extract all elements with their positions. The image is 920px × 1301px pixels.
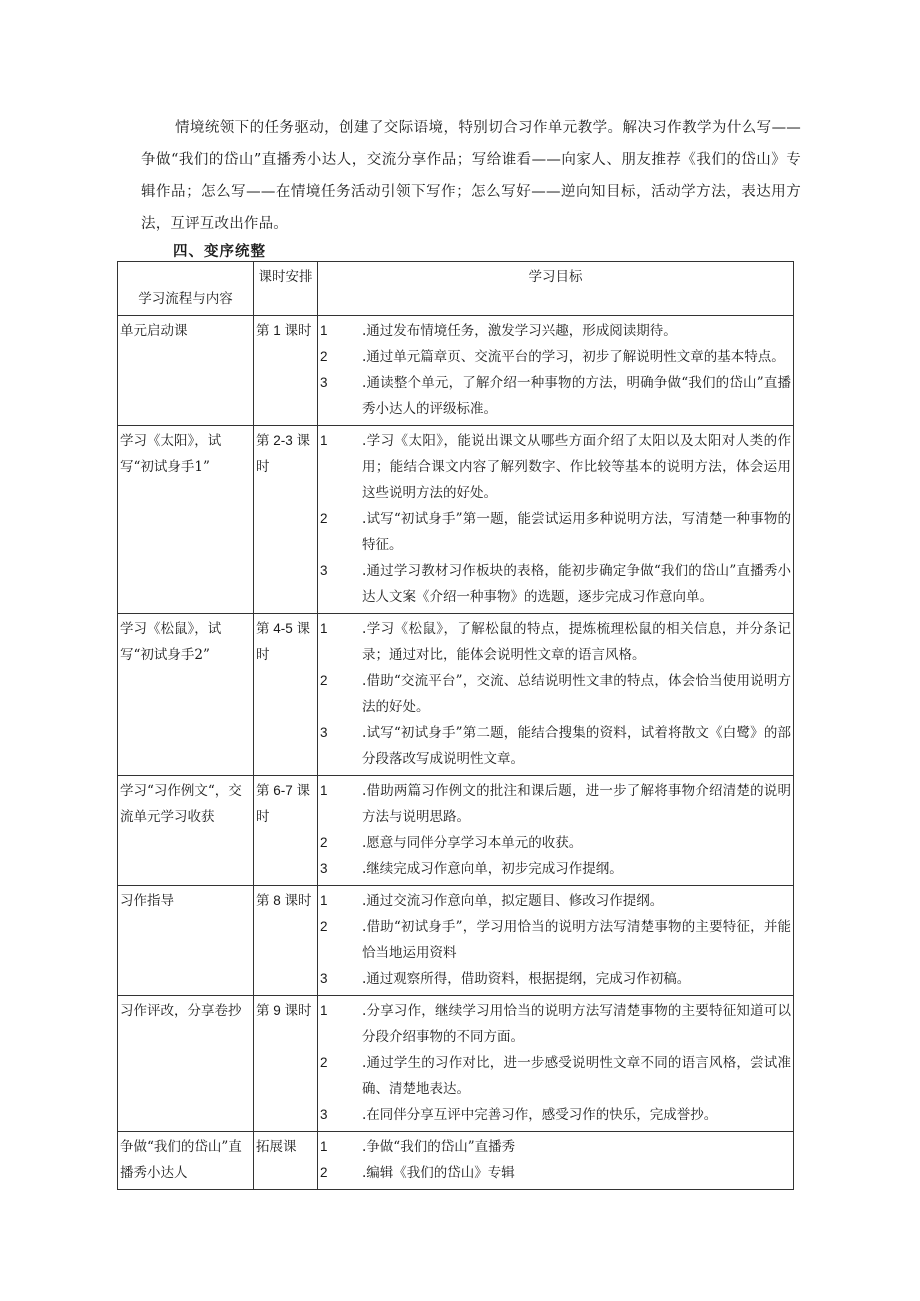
goal-item: [320, 720, 791, 772]
goal-text: .学习《松鼠》，了解松鼠的特点，提炼梳理松鼠的相关信息，并分条记录；通过对比，能体会说明性文章的语言风格。: [362, 621, 791, 663]
goal-text: .分享习作，继续学习用恰当的说明方法写清楚事物的主要特征知道可以分段介绍事物的不同方面。: [362, 1003, 791, 1045]
goal-text: .借助两篇习作例文的批注和课后题，进一步了解将事物介绍清楚的说明方法与说明思路。: [362, 783, 791, 825]
goal-number: 1: [320, 1003, 328, 1018]
goal-number: 2: [320, 919, 328, 934]
goal-item: [320, 1102, 791, 1128]
table-body: [118, 316, 794, 1190]
goal-number: 1: [320, 1139, 328, 1154]
goals-cell: [318, 316, 794, 426]
goal-item: [320, 318, 791, 344]
goal-item: [320, 506, 791, 558]
goal-number: 3: [320, 563, 328, 578]
goal-number: 2: [320, 1165, 328, 1180]
goal-text: .借助“交流平台”，交流、总结说明性文聿的特点，体会恰当使用说明方法的好处。: [362, 673, 791, 715]
goal-number: 2: [320, 1055, 328, 1070]
lesson-cell: 第 9 课时: [254, 996, 318, 1132]
process-cell: 习作评改，分享卷抄: [118, 996, 254, 1132]
table-row: [118, 426, 794, 614]
goal-text: .通过交流习作意向单，拟定题目、修改习作提纲。: [362, 893, 664, 909]
goal-number: 2: [320, 673, 328, 688]
goals-cell: [318, 426, 794, 614]
goal-text: .通过学习教材习作板块的表格，能初步确定争做“我们的岱山”直播秀小达人文案《介绍一种事物》的选题，逐步完成习作意向单。: [362, 563, 791, 605]
goal-text: .争做“我们的岱山”直播秀: [362, 1139, 516, 1155]
intro-text: [141, 112, 801, 240]
table-header-row: [118, 262, 794, 316]
table-row: [118, 886, 794, 996]
goals-cell: [318, 614, 794, 776]
process-cell: 学习《太阳》，试写“初试身手1”: [118, 426, 254, 614]
goal-number: 1: [320, 621, 328, 636]
goals-cell: [318, 886, 794, 996]
section-title: 四、变序统整: [173, 243, 266, 260]
goal-number: 2: [320, 511, 328, 526]
header-goals: 学习目标: [318, 262, 794, 316]
process-cell: 学习《松鼠》，试写“初试身手2”: [118, 614, 254, 776]
goal-text: .借助“初试身手”，学习用恰当的说明方法写清楚事物的主要特征，并能恰当地运用资料: [362, 919, 791, 961]
goal-text: .通读整个单元，了解介绍一种事物的方法，明确争做“我们的岱山”直播秀小达人的评级标准。: [362, 375, 791, 417]
table-row: [118, 776, 794, 886]
goal-text: .通过观察所得，借助资料，根据提纲，完成习作初稿。: [362, 971, 691, 987]
header-process: 学习流程与内容: [118, 262, 254, 316]
lesson-cell: 第 1 课时: [254, 316, 318, 426]
goal-text: .编辑《我们的岱山》专辑: [362, 1165, 515, 1181]
header-lesson: 课时安排: [254, 262, 318, 316]
goal-item: [320, 428, 791, 506]
goal-text: .继续完成习作意向单，初步完成习作提纲。: [362, 861, 623, 877]
goal-item: [320, 616, 791, 668]
goals-cell: [318, 996, 794, 1132]
study-plan-table: [117, 261, 794, 1190]
lesson-cell: 第 6-7 课时: [254, 776, 318, 886]
process-cell: 单元启动课: [118, 316, 254, 426]
goals-cell: [318, 776, 794, 886]
goal-item: [320, 856, 791, 882]
goal-text: .学习《太阳》，能说出课文从哪些方面介绍了太阳以及太阳对人类的作用；能结合课文内容了解列数字、作比较等基本的说明方法，体会运用这些说明方法的好处。: [362, 433, 791, 501]
goal-item: [320, 370, 791, 422]
goal-item: [320, 668, 791, 720]
goal-number: 3: [320, 971, 328, 986]
table-row: [118, 614, 794, 776]
intro-paragraph: 情境统领下的任务驱动，创建了交际语境，特别切合习作单元教学。解决习作教学为什么写——争做“我们的岱山”直播秀小达人，交流分享作品；写给谁看——向家人、朋友推荐《我们的岱山》专辑作品；怎么写——在情境任务活动引领下写作；怎么写好——逆向知目标，活动学方法，表达用方法，互评互改出作品。: [141, 120, 801, 232]
process-cell: 争做“我们的岱山”直播秀小达人: [118, 1132, 254, 1190]
goal-number: 1: [320, 433, 328, 448]
goal-item: [320, 888, 791, 914]
goal-text: .在同伴分享互评中完善习作，感受习作的快乐，完成誉抄。: [362, 1107, 718, 1123]
goal-number: 1: [320, 893, 328, 908]
goal-number: 3: [320, 725, 328, 740]
goal-text: .愿意与同伴分享学习本单元的收获。: [362, 835, 583, 851]
goal-number: 1: [320, 783, 328, 798]
table-row: [118, 1132, 794, 1190]
goal-number: 2: [320, 349, 328, 364]
goal-text: .通过发布情境任务，激发学习兴趣，形成阅读期待。: [362, 323, 677, 339]
lesson-cell: 第 8 课时: [254, 886, 318, 996]
goal-item: [320, 1160, 791, 1186]
goal-item: [320, 344, 791, 370]
goal-number: 3: [320, 861, 328, 876]
lesson-cell: 第 4-5 课时: [254, 614, 318, 776]
lesson-cell: 拓展课: [254, 1132, 318, 1190]
lesson-cell: 第 2-3 课时: [254, 426, 318, 614]
goal-number: 3: [320, 1107, 328, 1122]
goal-item: [320, 966, 791, 992]
goal-item: [320, 998, 791, 1050]
goal-text: .试写“初试身手”第一题，能尝试运用多种说明方法，写清楚一种事物的特征。: [362, 511, 791, 553]
goal-item: [320, 1134, 791, 1160]
goal-text: .通过单元篇章页、交流平台的学习，初步了解说明性文章的基本特点。: [362, 349, 785, 365]
goal-text: .通过学生的习作对比，进一步感受说明性文章不同的语言风格，尝试准确、清楚地表达。: [362, 1055, 791, 1097]
goal-item: [320, 558, 791, 610]
goal-item: [320, 830, 791, 856]
process-cell: 学习“习作例文“，交流单元学习收获: [118, 776, 254, 886]
process-cell: 习作指导: [118, 886, 254, 996]
goal-number: 3: [320, 375, 328, 390]
table-row: [118, 316, 794, 426]
goal-text: .试写“初试身手”第二题，能结合搜集的资料，试着将散文《白鹭》的部分段落改写成说明性文章。: [362, 725, 791, 767]
goals-cell: [318, 1132, 794, 1190]
goal-number: 2: [320, 835, 328, 850]
goal-number: 1: [320, 323, 328, 338]
table-row: [118, 996, 794, 1132]
goal-item: [320, 1050, 791, 1102]
goal-item: [320, 914, 791, 966]
goal-item: [320, 778, 791, 830]
